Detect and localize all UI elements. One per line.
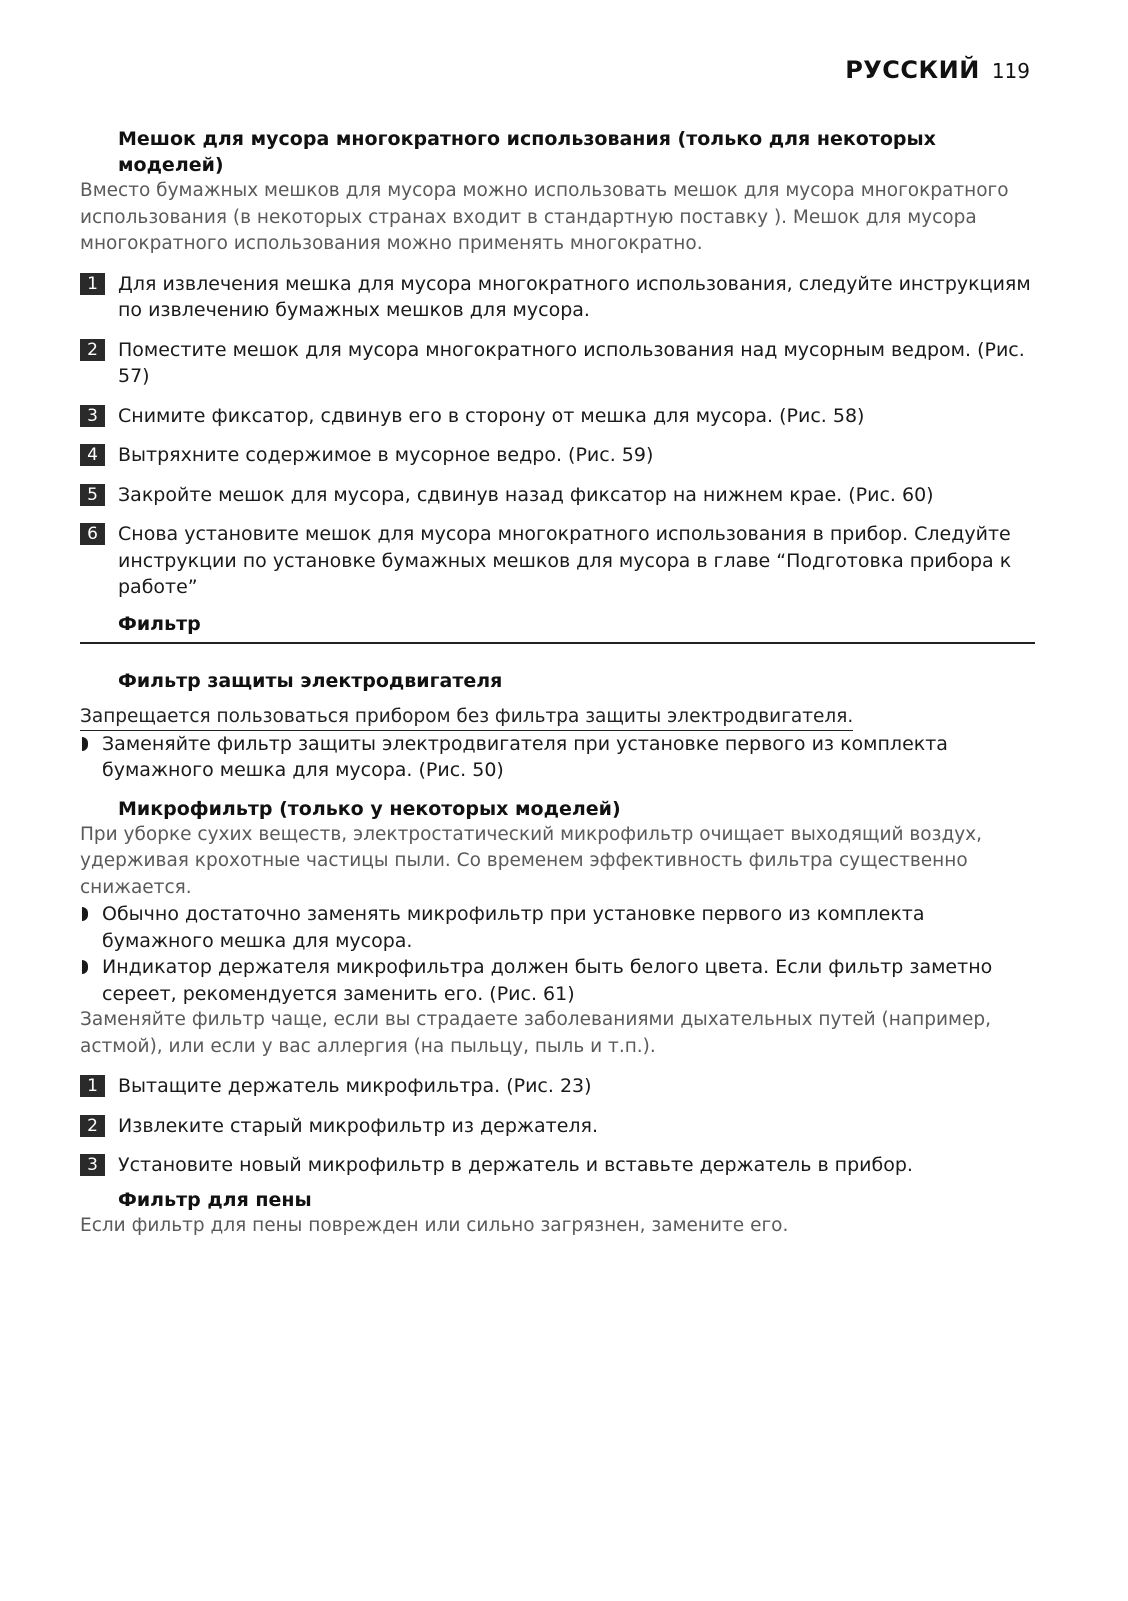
bullet-icon [80, 731, 102, 759]
step-item [80, 482, 1035, 509]
step-text: Для извлечения мешка для мусора многократного использования, следуйте инструкциям по извлечению бумажных мешков для мусора. [118, 272, 1031, 321]
filter-section-heading: Фильтр [80, 611, 1035, 644]
foam-filter-heading: Фильтр для пены [118, 1188, 312, 1211]
reusable-bag-steps [80, 271, 1035, 601]
bullet-icon [80, 954, 102, 982]
page-header [845, 56, 1030, 84]
step-number-badge: 3 [80, 405, 105, 427]
step-item [80, 1113, 1035, 1140]
step-number-badge: 3 [80, 1154, 105, 1176]
step-text: Закройте мешок для мусора, сдвинув назад фиксатор на нижнем крае. (Рис. 60) [118, 483, 934, 506]
reusable-bag-intro: Вместо бумажных мешков для мусора можно использовать мешок для мусора многократного использования (в некоторых странах входит в стандартную поставку ). Мешок для мусора многократного использования можно применять многократно. [80, 180, 1009, 254]
microfilter-steps [80, 1073, 1035, 1179]
step-number-badge: 2 [80, 1115, 105, 1137]
step-text: Установите новый микрофильтр в держатель и вставьте держатель в прибор. [118, 1154, 913, 1176]
bullet-item [80, 901, 1035, 954]
microfilter-heading: Микрофильтр (только у некоторых моделей) [118, 797, 621, 820]
step-number-badge: 6 [80, 523, 105, 545]
step-item [80, 521, 1035, 601]
bullet-text: Заменяйте фильтр защиты электродвигателя при установке первого из комплекта бумажного мешка для мусора. (Рис. 50) [102, 732, 948, 781]
bullet-item [80, 731, 1035, 784]
bullet-item [80, 954, 1035, 1007]
page-number: 119 [991, 59, 1030, 83]
bullet-icon [80, 901, 102, 929]
step-number-badge: 5 [80, 484, 105, 506]
step-item [80, 1152, 1035, 1179]
step-text: Извлеките старый микрофильтр из держателя. [118, 1114, 599, 1137]
step-item [80, 337, 1035, 390]
bullet-text: Обычно достаточно заменять микрофильтр при установке первого из комплекта бумажного мешка для мусора. [102, 903, 925, 952]
microfilter-intro: При уборке сухих веществ, электростатический микрофильтр очищает выходящий воздух, удерживая крохотные частицы пыли. Со временем эффективность фильтра существенно снижается. [80, 823, 983, 898]
step-text: Вытащите держатель микрофильтра. (Рис. 23) [118, 1075, 592, 1097]
step-number-badge: 1 [80, 1075, 105, 1097]
motor-filter-heading: Фильтр защиты электродвигателя [118, 669, 503, 692]
step-item [80, 442, 1035, 469]
page-content [80, 126, 1035, 1239]
foam-filter-text: Если фильтр для пены поврежден или сильно загрязнен, замените его. [80, 1214, 789, 1236]
microfilter-note: Заменяйте фильтр чаще, если вы страдаете заболеваниями дыхательных путей (например, астмой), или если у вас аллергия (на пыльцу, пыль и т.п.). [80, 1009, 992, 1057]
step-item [80, 1073, 1035, 1100]
language-label: РУССКИЙ [845, 56, 980, 84]
step-number-badge: 1 [80, 273, 105, 295]
bullet-text: Индикатор держателя микрофильтра должен быть белого цвета. Если фильтр заметно сереет, рекомендуется заменить его. (Рис. 61) [102, 956, 993, 1005]
step-text: Снимите фиксатор, сдвинув его в сторону от мешка для мусора. (Рис. 58) [118, 404, 865, 427]
step-text: Поместите мешок для мусора многократного использования над мусорным ведром. (Рис. 57) [118, 338, 1025, 387]
step-number-badge: 2 [80, 339, 105, 361]
motor-filter-warning: Запрещается пользоваться прибором без фильтра защиты электродвигателя. [80, 704, 853, 731]
step-number-badge: 4 [80, 444, 105, 466]
step-item [80, 271, 1035, 324]
step-item [80, 403, 1035, 430]
reusable-bag-heading: Мешок для мусора многократного использования (только для некоторых моделей) [118, 128, 936, 176]
step-text: Снова установите мешок для мусора многократного использования в прибор. Следуйте инструкции по установке бумажных мешков для мусора в главе “Подготовка прибора к работе” [118, 523, 1012, 598]
step-text: Вытряхните содержимое в мусорное ведро. (Рис. 59) [118, 444, 654, 466]
